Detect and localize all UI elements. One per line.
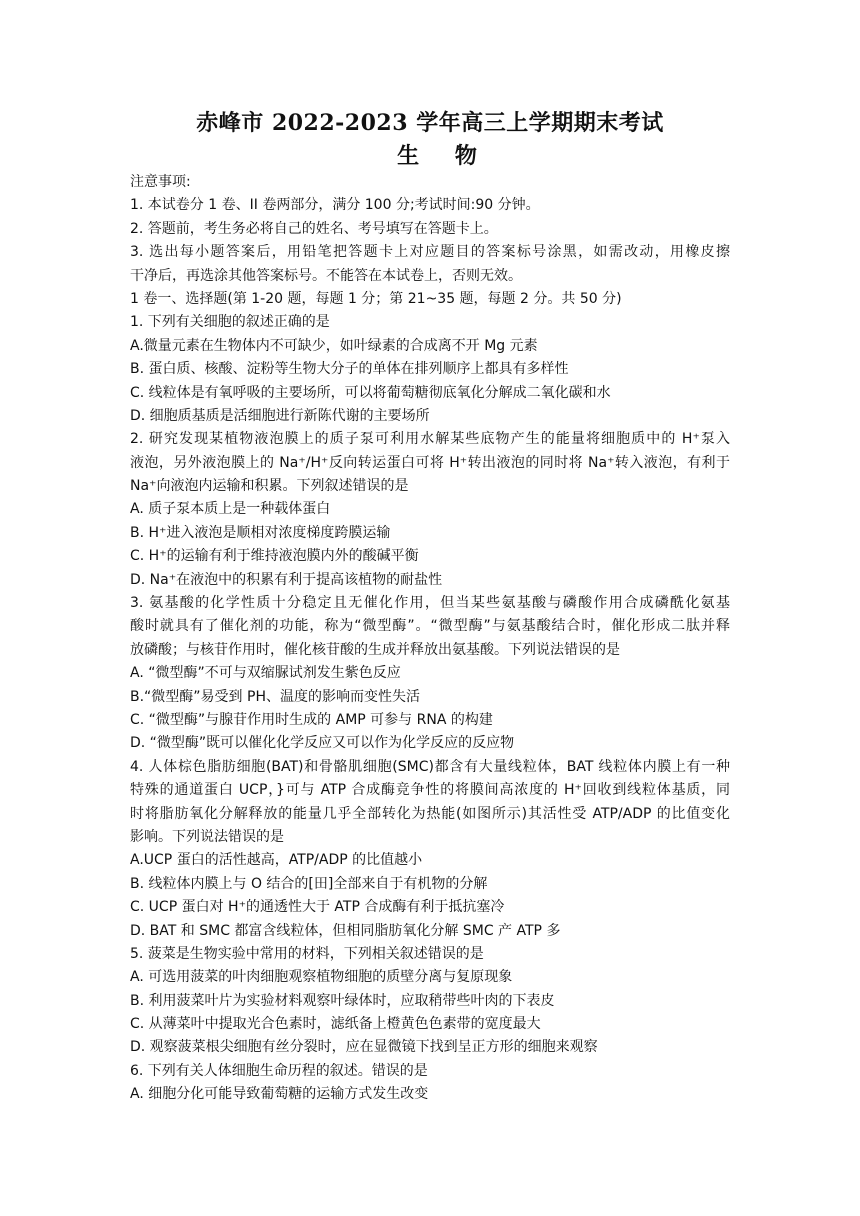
text-line: 1. 下列有关细胞的叙述正确的是 — [130, 314, 330, 331]
text-line: D. Na⁺在液泡中的积累有利于提高该植物的耐盐性 — [130, 571, 443, 588]
text-line: B. H⁺进入液泡是顺相对浓度梯度跨膜运输 — [130, 524, 391, 541]
text-line: B. 线粒体内膜上与 O 结合的[田]全部来自于有机物的分解 — [130, 875, 488, 892]
text-line: C. 从薄菜叶中提取光合色素时，滤纸备上橙黄色色素带的宽度最大 — [130, 1016, 541, 1033]
text-line: 放磷酸；与核苷作用时，催化核苷酸的生成并释放出氨基酸。下列说法错误的是 — [130, 641, 620, 658]
text-line: 2. 研究发现某植物液泡膜上的质子泵可利用水解某些底物产生的能量将细胞质中的 H⁺泵入 — [130, 431, 730, 448]
text-line: A.微量元素在生物体内不可缺少，如叶绿素的合成离不开 Mg 元素 — [130, 337, 538, 354]
text-line: 时将脂肪氧化分解释放的能量几乎全部转化为热能(如图所示)其活性受 ATP/ADP 的比值变化 — [130, 805, 730, 822]
text-line: D. 观察菠菜根尖细胞有丝分裂时，应在显微镜下找到呈正方形的细胞来观察 — [130, 1039, 598, 1056]
subject-title: 生 物 — [397, 143, 491, 169]
text-line: C. H⁺的运输有利于维持液泡膜内外的酸碱平衡 — [130, 548, 419, 565]
text-line: A. 可选用菠菜的叶肉细胞观察植物细胞的质壁分离与复原现象 — [130, 969, 513, 986]
text-line: B. 利用菠菜叶片为实验材料观察叶绿体时，应取稍带些叶肉的下表皮 — [130, 992, 555, 1009]
text-line: 液泡，另外液泡膜上的 Na⁺/H⁺反向转运蛋白可将 H⁺转出液泡的同时将 Na⁺转入液泡，有利于 — [130, 454, 730, 471]
text-line: 1 卷一、选择题(第 1-20 题，每题 1 分；第 21~35 题，每题 2 分。共 50 分) — [130, 290, 622, 307]
text-line: B.“微型酶”易受到 PH、温度的影响而变性失活 — [130, 688, 420, 705]
text-line: A. “微型酶”不可与双缩脲试剂发生紫色反应 — [130, 665, 401, 682]
text-line: 2. 答题前，考生务必将自己的姓名、考号填写在答题卡上。 — [130, 220, 498, 237]
text-line: A.UCP 蛋白的活性越高，ATP/ADP 的比值越小 — [130, 852, 423, 869]
text-line: 酸时就具有了催化剂的功能，称为“微型酶”。“微型酶”与氨基酸结合时，催化形成二肽并释 — [130, 618, 730, 635]
text-line: D. “微型酶”既可以催化化学反应又可以作为化学反应的反应物 — [130, 735, 515, 752]
text-line: 注意事项: — [130, 174, 191, 190]
text-line: 3. 氨基酸的化学性质十分稳定且无催化作用，但当某些氨基酸与磷酸作用合成磷酰化氨基 — [130, 595, 730, 612]
text-line: C. UCP 蛋白对 H⁺的通透性大于 ATP 合成酶有利于抵抗塞冷 — [130, 899, 505, 916]
text-line: 6. 下列有关人体细胞生命历程的叙述。错误的是 — [130, 1062, 428, 1079]
text-line: C. “微型酶”与腺苷作用时生成的 AMP 可参与 RNA 的构建 — [130, 711, 493, 728]
text-line: 1. 本试卷分 1 卷、II 卷两部分，满分 100 分;考试时间:90 分钟。 — [130, 197, 540, 214]
exam-title: 赤峰市 2022-2023 学年高三上学期期末考试 — [196, 110, 664, 136]
text-line: D. 细胞质基质是活细胞进行新陈代谢的主要场所 — [130, 407, 430, 424]
text-line: Na⁺向液泡内运输和积累。下列叙述错误的是 — [130, 478, 409, 495]
text-line: 影响。下列说法错误的是 — [130, 828, 284, 845]
text-line: A. 质子泵本质上是一种载体蛋白 — [130, 501, 331, 518]
text-line: D. BAT 和 SMC 都富含线粒体，但相同脂肪氧化分解 SMC 产 ATP 多 — [130, 922, 561, 939]
text-line: 5. 菠菜是生物实验中常用的材料，下列相关叙述错误的是 — [130, 945, 484, 962]
exam-body — [130, 171, 730, 1107]
text-line: 特殊的通道蛋白 UCP，}可与 ATP 合成酶竞争性的将膜间高浓度的 H⁺回收到线粒体基质，同 — [130, 782, 730, 799]
text-line: C. 线粒体是有氧呼吸的主要场所，可以将葡萄糖彻底氧化分解成二氧化碳和水 — [130, 384, 611, 401]
text-line: 4. 人体棕色脂肪细胞(BAT)和骨骼肌细胞(SMC)都含有大量线粒体，BAT 线粒体内膜上有一种 — [130, 758, 730, 775]
text-line: A. 细胞分化可能导致葡萄糖的运输方式发生改变 — [130, 1086, 429, 1103]
text-line: 干净后，再选涂其他答案标号。不能答在本试卷上，否则无效。 — [130, 267, 522, 284]
text-line: B. 蛋白质、核酸、淀粉等生物大分子的单体在排列顺序上都具有多样性 — [130, 361, 569, 378]
text-line: 3. 选出每小题答案后，用铅笔把答题卡上对应题目的答案标号涂黑，如需改动，用橡皮擦 — [130, 244, 730, 261]
